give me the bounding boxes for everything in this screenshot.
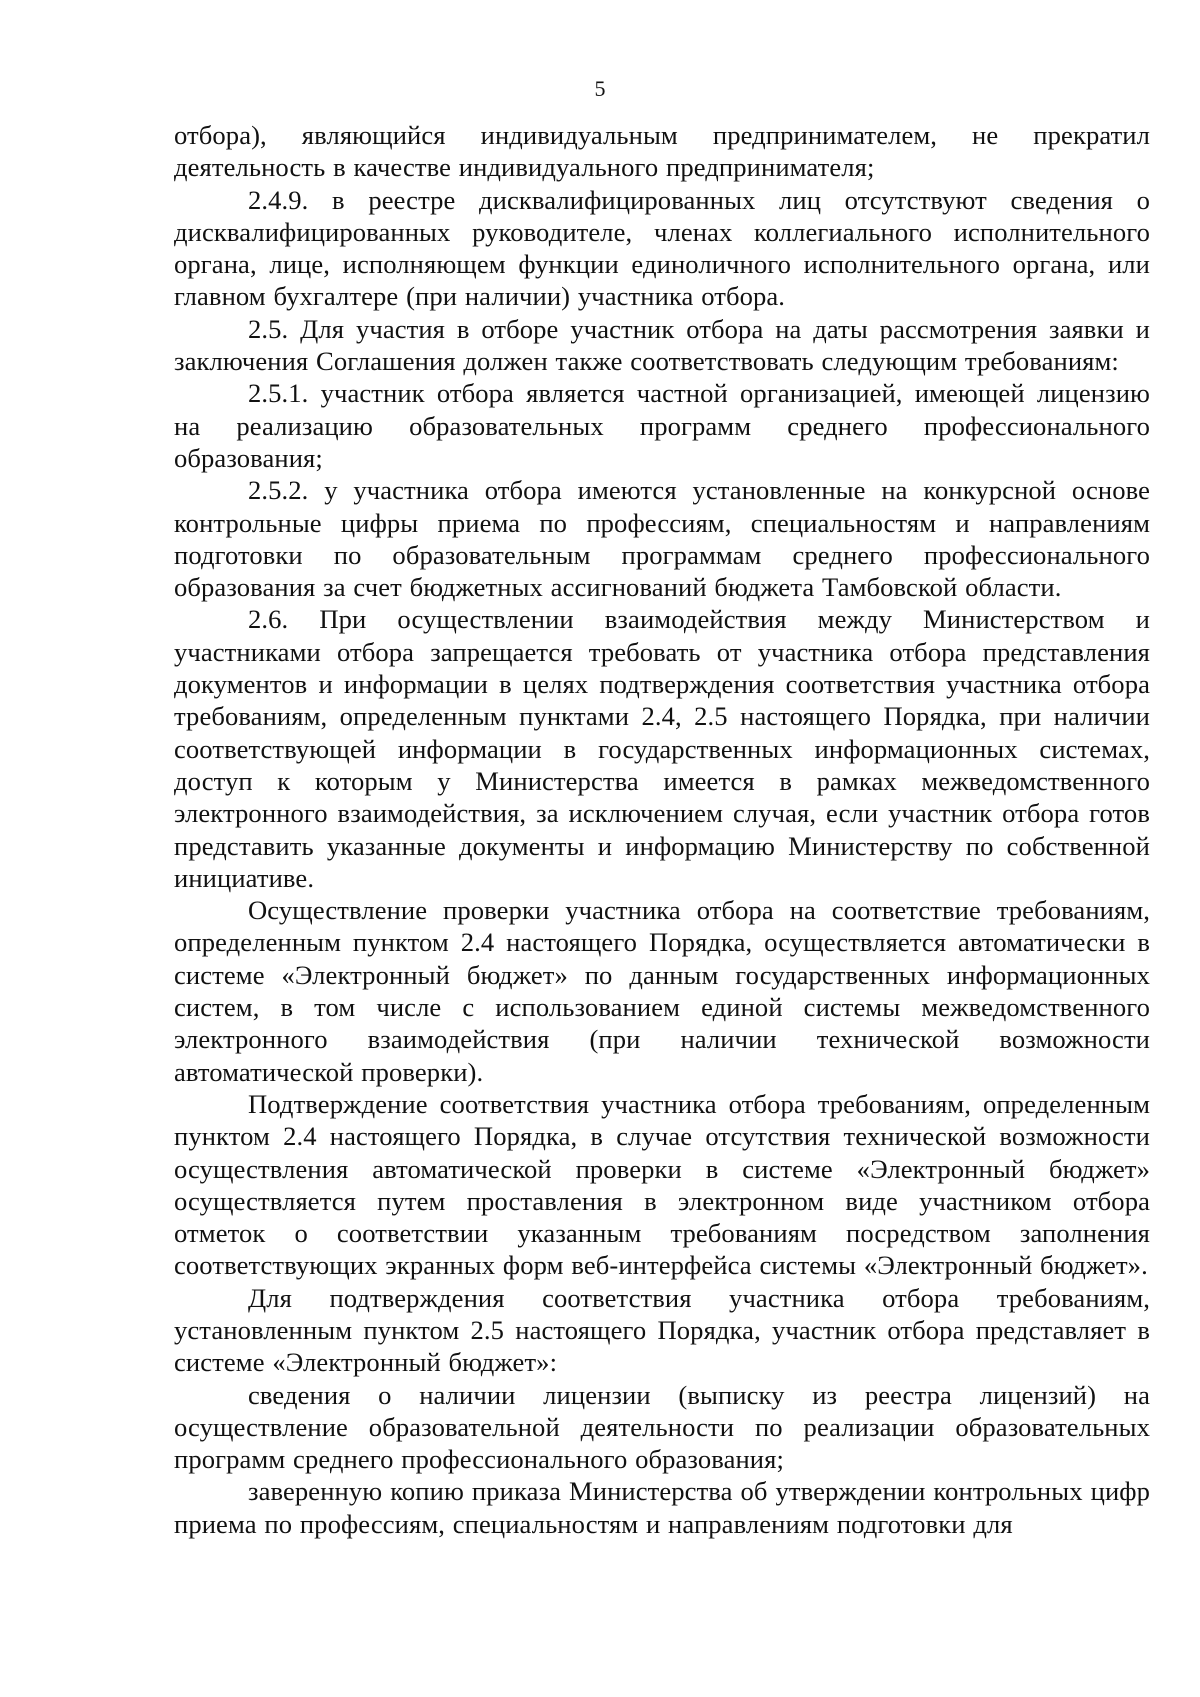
paragraph: 2.5.1. участник отбора является частной организацией, имеющей лицензию на реализацию образовательных программ среднего профессионального образования;	[174, 378, 1150, 473]
paragraph: Для подтверждения соответствия участника отбора требованиям, установленным пунктом 2.5 настоящего Порядка, участник отбора представляет в системе «Электронный бюджет»:	[174, 1282, 1150, 1378]
paragraph: 2.6. При осуществлении взаимодействия между Министерством и участниками отбора запрещается требовать от участника отбора представления документов и информации в целях подтверждения соответствия участника отбора требованиям, определенным пунктами 2.4, 2.5 настоящего Порядка, при наличии соответствующей информации в государственных информационных системах, доступ к которым у Министерства имеется в рамках межведомственного электронного взаимодействия, за исключением случая, если участник отбора готов представить указанные документы и информацию Министерству по собственной инициативе.	[174, 604, 1150, 893]
paragraph: 2.4.9. в реестре дисквалифицированных лиц отсутствуют сведения о дисквалифицированных руководителе, членах коллегиального исполнительного органа, лице, исполняющем функции единоличного исполнительного органа, или главном бухгалтере (при наличии) участника отбора.	[174, 184, 1150, 312]
paragraph: Осуществление проверки участника отбора на соответствие требованиям, определенным пунктом 2.4 настоящего Порядка, осуществляется автоматически в системе «Электронный бюджет» по данным государственных информационных систем, в том числе с использованием единой системы межведомственного электронного взаимодействия (при наличии технической возможности автоматической проверки).	[174, 895, 1150, 1087]
paragraph: отбора), являющийся индивидуальным предпринимателем, не прекратил деятельность в качестве индивидуального предпринимателя;	[174, 120, 1150, 183]
paragraph: 2.5.2. у участника отбора имеются установленные на конкурсной основе контрольные цифры приема по профессиям, специальностям и направлениям подготовки по образовательным программам среднего профессионального образования за счет бюджетных ассигнований бюджета Тамбовской области.	[174, 475, 1150, 603]
paragraph: сведения о наличии лицензии (выписку из реестра лицензий) на осуществление образовательной деятельности по реализации образовательных программ среднего профессионального образования;	[174, 1379, 1150, 1475]
document-body	[174, 119, 1150, 1540]
paragraph: заверенную копию приказа Министерства об утверждении контрольных цифр приема по профессиям, специальностям и направлениям подготовки для	[174, 1476, 1150, 1539]
page-number: 5	[594, 76, 606, 101]
paragraph: 2.5. Для участия в отборе участник отбора на даты рассмотрения заявки и заключения Соглашения должен также соответствовать следующим требованиям:	[174, 313, 1150, 377]
paragraph: Подтверждение соответствия участника отбора требованиям, определенным пунктом 2.4 настоящего Порядка, в случае отсутствия технической возможности осуществления автоматической проверки в системе «Электронный бюджет» осуществляется путем проставления в электронном виде участником отбора отметок о соответствии указанным требованиям посредством заполнения соответствующих экранных форм веб-интерфейса системы «Электронный бюджет».	[174, 1088, 1150, 1281]
